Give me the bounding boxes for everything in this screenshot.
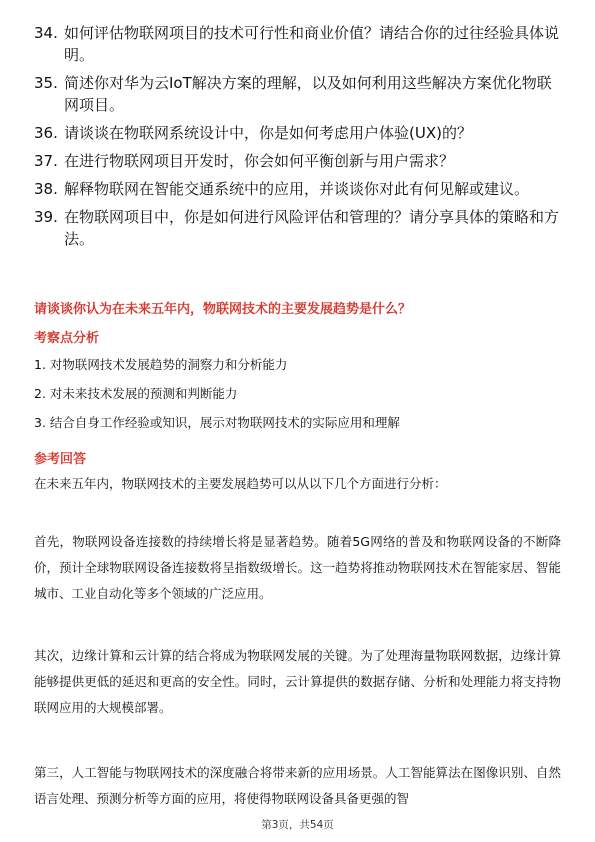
- question-number: 35.: [34, 74, 58, 92]
- question-text: 在进行物联网项目开发时，你会如何平衡创新与用户需求？: [64, 152, 455, 170]
- question-text: 解释物联网在智能交通系统中的应用，并谈谈你对此有何见解或建议。: [64, 180, 530, 198]
- question-number: 37.: [34, 152, 58, 170]
- question-text: 在物联网项目中，你是如何进行风险评估和管理的？请分享具体的策略和方法。: [64, 208, 560, 248]
- analysis-heading: 考察点分析: [34, 331, 100, 346]
- question-list: [34, 22, 564, 256]
- focus-question-heading: 请谈谈你认为在未来五年内，物联网技术的主要发展趋势是什么？: [34, 302, 412, 317]
- answer-paragraph: 首先，物联网设备连接数的持续增长将是显著趋势。随着5G网络的普及和物联网设备的不断降价，预计全球物联网设备连接数将呈指数级增长。这一趋势将推动物联网技术在智能家居、智能城市、工业自动化等多个领域的广泛应用。: [34, 534, 561, 601]
- question-item: [34, 122, 564, 144]
- question-text: 简述你对华为云IoT解决方案的理解，以及如何利用这些解决方案优化物联网项目。: [64, 74, 552, 114]
- question-number: 36.: [34, 124, 58, 142]
- question-number: 38.: [34, 180, 58, 198]
- question-item: [34, 150, 564, 172]
- question-text: 请谈谈在物联网系统设计中，你是如何考虑用户体验(UX)的？: [64, 124, 472, 142]
- question-item: [34, 72, 564, 116]
- answer-paragraph: 其次，边缘计算和云计算的结合将成为物联网发展的关键。为了处理海量物联网数据，边缘计算能够提供更低的延迟和更高的安全性。同时，云计算提供的数据存储、分析和处理能力将支持物联网应用的大规模部署。: [34, 648, 561, 715]
- question-item: [34, 206, 564, 250]
- answer-paragraph: 第三，人工智能与物联网技术的深度融合将带来新的应用场景。人工智能算法在图像识别、自然语言处理、预测分析等方面的应用，将使得物联网设备具备更强的智: [34, 765, 561, 806]
- question-item: [34, 178, 564, 200]
- question-item: [34, 22, 564, 66]
- question-number: 39.: [34, 208, 58, 226]
- analysis-point: 1. 对物联网技术发展趋势的洞察力和分析能力: [34, 357, 288, 372]
- analysis-point: 3. 结合自身工作经验或知识，展示对物联网技术的实际应用和理解: [34, 415, 400, 430]
- analysis-points: [34, 355, 564, 442]
- question-text: 如何评估物联网项目的技术可行性和商业价值？请结合你的过往经验具体说明。: [64, 24, 560, 64]
- analysis-point: 2. 对未来技术发展的预测和判断能力: [34, 386, 238, 401]
- page-footer: 第3页，共54页: [261, 819, 334, 831]
- answer-heading: 参考回答: [34, 452, 87, 467]
- question-number: 34.: [34, 24, 58, 42]
- answer-paragraph: 在未来五年内，物联网技术的主要发展趋势可以从以下几个方面进行分析：: [34, 476, 447, 491]
